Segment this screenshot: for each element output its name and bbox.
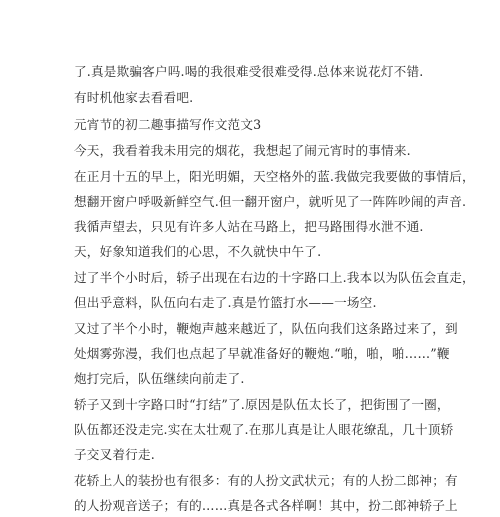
text-line: 的人扮观音送子；有的……真是各式各样啊！其中，扮二郎神轿子上 [74, 498, 458, 513]
text-line: 过了半个小时后，轿子出现在右边的十字路口上.我本以为队伍会直走， [74, 270, 475, 285]
text-line: 又过了半个小时，鞭炮声越来越近了，队伍向我们这条路过来了，到 [74, 321, 458, 336]
section-heading: 元宵节的初二趣事描写作文范文3 [74, 117, 262, 132]
text-line: 花轿上人的装扮也有很多：有的人扮文武状元；有的人扮二郎神；有 [74, 473, 458, 488]
text-line: 队伍都还没走完.实在太壮观了.在那儿真是让人眼花缭乱，几十顶轿 [74, 422, 454, 437]
text-line: 了.真是欺骗客户吗.喝的我很难受很难受得.总体来说花灯不错. [74, 64, 424, 79]
text-line: 天，好象知道我们的心思，不久就快中午了. [74, 244, 322, 259]
text-line: 子交叉着行走. [74, 447, 155, 462]
text-line: 但出乎意料，队伍向右走了.真是竹篮打水——一场空. [74, 295, 377, 310]
text-line: 在正月十五的早上，阳光明媚，天空格外的蓝.我做完我要做的事情后， [74, 169, 475, 184]
text-line: 今天，我看着我未用完的烟花，我想起了闹元宵时的事情来. [74, 143, 411, 158]
text-line: 我循声望去，只见有许多人站在马路上，把马路围得水泄不通. [74, 219, 424, 234]
text-line: 有时机他家去看看吧. [74, 90, 194, 105]
text-line: 处烟雾弥漫，我们也点起了早就准备好的鞭炮.“啪，啪，啪……”鞭 [74, 346, 450, 361]
text-line: 轿子又到十字路口时“打结”了.原因是队伍太长了，把街围了一圈， [74, 397, 450, 412]
text-line: 想翻开窗户呼吸新鲜空气.但一翻开窗户，就听见了一阵阵吵闹的声音. [74, 194, 467, 209]
text-line: 炮打完后，队伍继续向前走了. [74, 371, 245, 386]
